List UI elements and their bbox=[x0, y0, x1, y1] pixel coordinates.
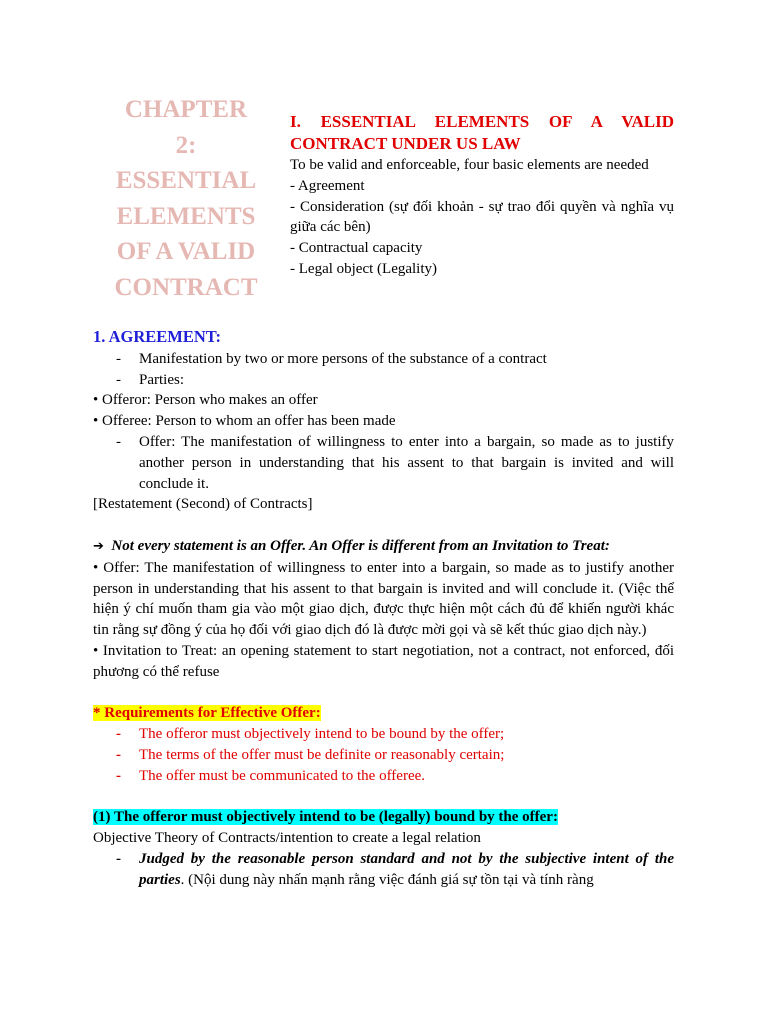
agreement-heading: 1. AGREEMENT: bbox=[93, 327, 222, 346]
dash-marker: - bbox=[116, 850, 121, 867]
list-item-text: Parties: bbox=[139, 371, 184, 388]
citation: [Restatement (Second) of Contracts] bbox=[93, 496, 313, 513]
chapter-title-line: OF A VALID bbox=[116, 238, 256, 265]
document-body bbox=[93, 327, 674, 891]
chapter-title-line: CHAPTER bbox=[124, 96, 248, 123]
intent-heading bbox=[93, 807, 674, 828]
dash-marker: - bbox=[116, 767, 121, 784]
intent-item bbox=[93, 849, 674, 891]
list-item bbox=[93, 349, 674, 370]
list-item bbox=[93, 370, 674, 391]
intro-section bbox=[290, 111, 674, 280]
bullet-item: • Offeror: Person who makes an offer bbox=[93, 392, 318, 409]
intro-paragraph: To be valid and enforceable, four basic elements are needed bbox=[290, 157, 649, 173]
requirements-heading-text: * Requirements for Effective Offer: bbox=[93, 705, 321, 722]
chapter-title-line: CONTRACT bbox=[114, 273, 258, 301]
list-item bbox=[93, 432, 674, 494]
dash-marker: - bbox=[116, 726, 121, 743]
offer-paragraph: • Offer: The manifestation of willingness to enter into a bargain, so made as to justify another person in understanding that his assent to that bargain is invited and will conclude it. (Việc thể hiện ý chí muốn tham gia vào một giao dịch, được thực hiện một cách đủ để khiến người khác tin rằng sự đồng ý của họ đối với giao dịch đó là được mời gọi và sẽ kết thúc giao dịch này.) bbox=[93, 559, 674, 639]
chapter-title-line: ESSENTIAL bbox=[115, 167, 257, 194]
dash-marker: - bbox=[116, 371, 121, 388]
chapter-title bbox=[96, 92, 276, 305]
list-item-text: Offer: The manifestation of willingness to enter into a bargain, so made as to justify another person in understanding that his assent to that bargain is invited and will conclude it. bbox=[139, 433, 674, 492]
bullet-item: • Offeree: Person to whom an offer has been made bbox=[93, 413, 396, 430]
chapter-title-line: ELEMENTS bbox=[116, 202, 256, 230]
section-heading: I. ESSENTIAL ELEMENTS OF A VALID CONTRACT UNDER US LAW bbox=[290, 112, 674, 153]
offer-vs-invitation-heading bbox=[93, 536, 674, 558]
requirements-heading bbox=[93, 703, 674, 724]
intent-subheading: Objective Theory of Contracts/intention to create a legal relation bbox=[93, 830, 481, 847]
element-item: - Contractual capacity bbox=[290, 240, 423, 257]
dash-marker: - bbox=[116, 350, 121, 367]
requirement-item bbox=[93, 745, 674, 766]
heading-text: Not every statement is an Offer. An Offer is different from an Invitation to Treat: bbox=[111, 537, 610, 554]
invitation-paragraph: • Invitation to Treat: an opening statement to start negotiation, not a contract, not enforced, đối phương có thể refuse bbox=[93, 642, 674, 680]
element-item: - Legal object (Legality) bbox=[290, 260, 438, 277]
dash-marker: - bbox=[116, 433, 121, 450]
requirement-item bbox=[93, 724, 674, 745]
list-item-text: Manifestation by two or more persons of the substance of a contract bbox=[139, 350, 547, 367]
arrow-icon: ➔ bbox=[93, 538, 104, 554]
intent-item-rest: . (Nội dung này nhấn mạnh rằng việc đánh giá sự tồn tại và tính ràng bbox=[180, 871, 594, 888]
requirement-text: The terms of the offer must be definite or reasonably certain; bbox=[139, 746, 505, 763]
requirement-text: The offer must be communicated to the offeree. bbox=[139, 767, 426, 784]
element-item: - Agreement bbox=[290, 177, 365, 194]
intent-heading-text: (1) The offeror must objectively intend to be (legally) bound by the offer: bbox=[93, 809, 558, 826]
intent-item-bold: Judged by the reasonable person standard and not by the subjective intent of the parties bbox=[139, 850, 674, 888]
element-item: - Consideration (sự đối khoản - sự trao đổi quyền và nghĩa vụ giữa các bên) bbox=[290, 198, 674, 236]
chapter-title-line: 2: bbox=[175, 131, 197, 159]
requirement-item bbox=[93, 766, 674, 787]
dash-marker: - bbox=[116, 746, 121, 763]
requirement-text: The offeror must objectively intend to be bound by the offer; bbox=[139, 726, 505, 743]
